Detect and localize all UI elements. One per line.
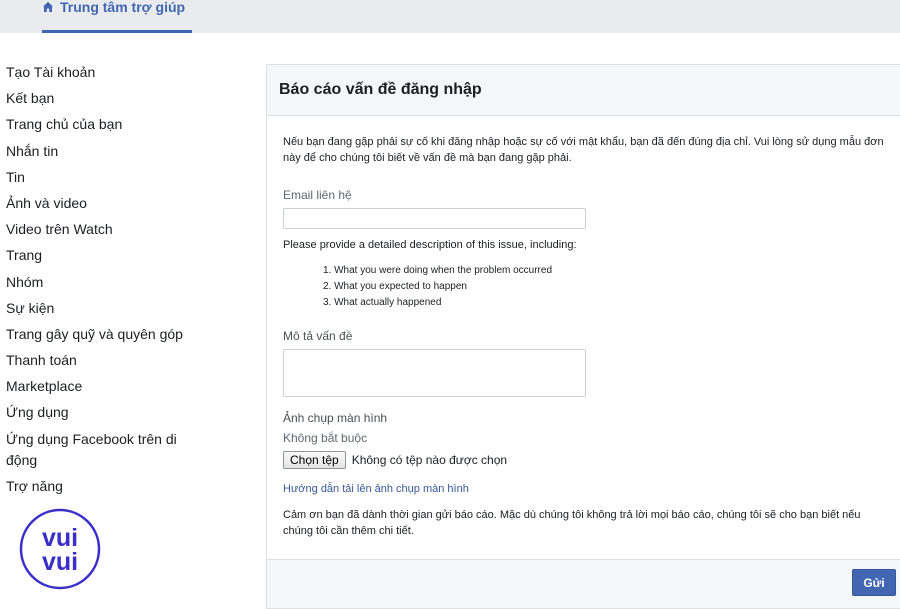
list-item: 1. What you were doing when the problem occurred bbox=[323, 265, 553, 276]
optional-label: Không bắt buộc bbox=[283, 431, 368, 445]
form-title: Báo cáo vấn đề đăng nhập bbox=[267, 65, 900, 116]
logo-line-1: vui bbox=[41, 524, 79, 552]
screenshot-label: Ảnh chụp màn hình bbox=[283, 411, 388, 425]
sidebar-item-groups[interactable]: Nhóm bbox=[6, 273, 44, 290]
screenshot-help-link[interactable]: Hướng dẫn tải lên ảnh chụp màn hình bbox=[283, 483, 469, 495]
help-center-tab[interactable] bbox=[42, 0, 192, 33]
sidebar-item-home[interactable]: Trang chủ của bạn bbox=[6, 116, 123, 133]
steps-list bbox=[283, 263, 889, 311]
report-form-panel bbox=[266, 64, 900, 609]
sidebar-item-watch[interactable]: Video trên Watch bbox=[6, 221, 113, 238]
sidebar-item-apps[interactable]: Ứng dụng bbox=[6, 404, 69, 421]
sidebar-item-fundraisers[interactable]: Trang gây quỹ và quyên góp bbox=[6, 325, 183, 342]
submit-button[interactable]: Gửi bbox=[852, 569, 896, 596]
no-file-text: Không có tệp nào được chọn bbox=[351, 453, 508, 467]
form-footer bbox=[267, 559, 900, 608]
sidebar-nav bbox=[6, 62, 206, 502]
problem-description-field[interactable] bbox=[283, 349, 586, 397]
help-center-label: Trung tâm trợ giúp bbox=[60, 0, 186, 15]
sidebar-item-friends[interactable]: Kết bạn bbox=[6, 90, 55, 107]
description-prompt: Please provide a detailed description of this issue, including: bbox=[283, 239, 577, 251]
problem-label: Mô tả vấn đề bbox=[283, 329, 353, 343]
sidebar-item-accessibility[interactable]: Trợ năng bbox=[6, 477, 63, 494]
sidebar-item-events[interactable]: Sự kiện bbox=[6, 299, 55, 316]
top-bar bbox=[0, 0, 900, 33]
email-label: Email liên hệ bbox=[283, 188, 352, 202]
logo-line-2: vui bbox=[41, 548, 79, 576]
thanks-text: Cảm ơn bạn đã dành thời gian gửi báo cáo. Mặc dù chúng tôi không trả lời mọi báo cáo, chúng tôi sẽ cho bạn biết nếu chúng tôi cần thêm chi tiết. bbox=[283, 509, 861, 537]
sidebar-item-mobile-apps[interactable]: Ứng dụng Facebook trên di động bbox=[6, 430, 177, 468]
form-body bbox=[267, 116, 900, 539]
sidebar-item-create-account[interactable]: Tạo Tài khoản bbox=[6, 64, 96, 80]
form-intro: Nếu bạn đang gặp phải sự cố khi đăng nhập hoặc sự cố với mật khẩu, bạn đã đến đúng địa chỉ. Vui lòng sử dụng mẫu đơn này để cho chúng tôi biết về vấn đề mà bạn đang gặp phải. bbox=[283, 136, 884, 164]
sidebar-item-pages[interactable]: Trang bbox=[6, 247, 43, 264]
vuivui-logo bbox=[19, 508, 101, 590]
sidebar-item-marketplace[interactable]: Marketplace bbox=[6, 378, 83, 395]
sidebar-item-stories[interactable]: Tin bbox=[6, 168, 25, 185]
sidebar-item-payments[interactable]: Thanh toán bbox=[6, 352, 77, 369]
file-picker bbox=[283, 451, 889, 469]
list-item: 2. What you expected to happen bbox=[323, 281, 467, 292]
sidebar-item-photos-videos[interactable]: Ảnh và video bbox=[6, 194, 87, 211]
choose-file-button[interactable]: Chọn tệp bbox=[283, 451, 346, 469]
sidebar-item-messaging[interactable]: Nhắn tin bbox=[6, 142, 59, 159]
list-item: 3. What actually happened bbox=[323, 297, 442, 308]
email-field[interactable] bbox=[283, 208, 586, 229]
home-icon bbox=[42, 1, 54, 13]
